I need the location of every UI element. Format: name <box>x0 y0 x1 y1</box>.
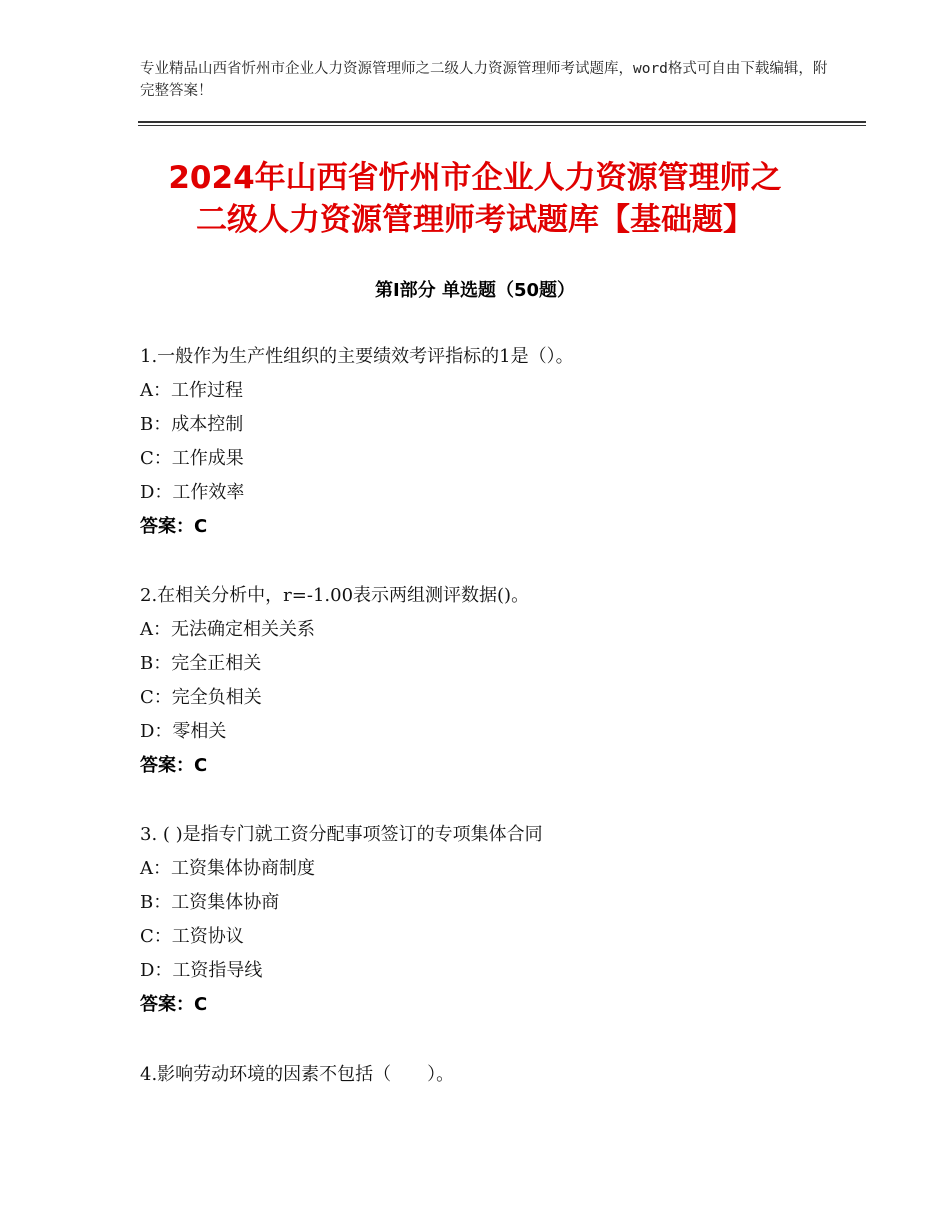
option-c: C：完全负相关 <box>140 687 262 708</box>
option-a: A：工作过程 <box>140 380 243 401</box>
option-a: A：无法确定相关关系 <box>140 619 315 640</box>
answer-line <box>140 988 860 1022</box>
answer-label: 答案： <box>140 755 194 776</box>
answer-line <box>140 510 860 544</box>
option-b: B：完全正相关 <box>140 653 262 674</box>
option-a: A：工资集体协商制度 <box>140 858 315 879</box>
answer-label: 答案： <box>140 516 194 537</box>
document-title-line-2: 二级人力资源管理师考试题库【基础题】 <box>196 202 754 238</box>
section-heading: 第Ⅰ部分 单选题（50题） <box>374 280 575 301</box>
answer-label: 答案： <box>140 994 194 1015</box>
option-d: D：工资指导线 <box>140 960 263 981</box>
question-1 <box>140 340 860 544</box>
answer-value: C <box>194 516 208 537</box>
question-stem: 4.影响劳动环境的因素不包括（ ）。 <box>140 1064 455 1085</box>
question-2 <box>140 579 860 783</box>
option-d: D：零相关 <box>140 721 227 742</box>
question-stem: 1.一般作为生产性组织的主要绩效考评指标的1是（）。 <box>140 346 574 367</box>
question-stem: 2.在相关分析中，r=-1.00表示两组测评数据()。 <box>140 585 530 606</box>
question-stem: 3. ( )是指专门就工资分配事项签订的专项集体合同 <box>140 824 543 845</box>
header-rule-thin <box>138 125 866 126</box>
document-title-line-1: 2024年山西省忻州市企业人力资源管理师之 <box>168 160 782 196</box>
document-title <box>100 157 850 241</box>
answer-value: C <box>194 755 208 776</box>
question-4 <box>140 1058 860 1092</box>
option-b: B：工资集体协商 <box>140 892 280 913</box>
option-d: D：工作效率 <box>140 482 245 503</box>
option-c: C：工作成果 <box>140 448 244 469</box>
option-c: C：工资协议 <box>140 926 244 947</box>
answer-line <box>140 749 860 783</box>
header-note: 专业精品山西省忻州市企业人力资源管理师之二级人力资源管理师考试题库，word格式可自由下载编辑，附完整答案！ <box>140 61 828 99</box>
option-b: B：成本控制 <box>140 414 244 435</box>
header-rule-thick <box>138 121 866 123</box>
question-3 <box>140 818 860 1022</box>
answer-value: C <box>194 994 208 1015</box>
